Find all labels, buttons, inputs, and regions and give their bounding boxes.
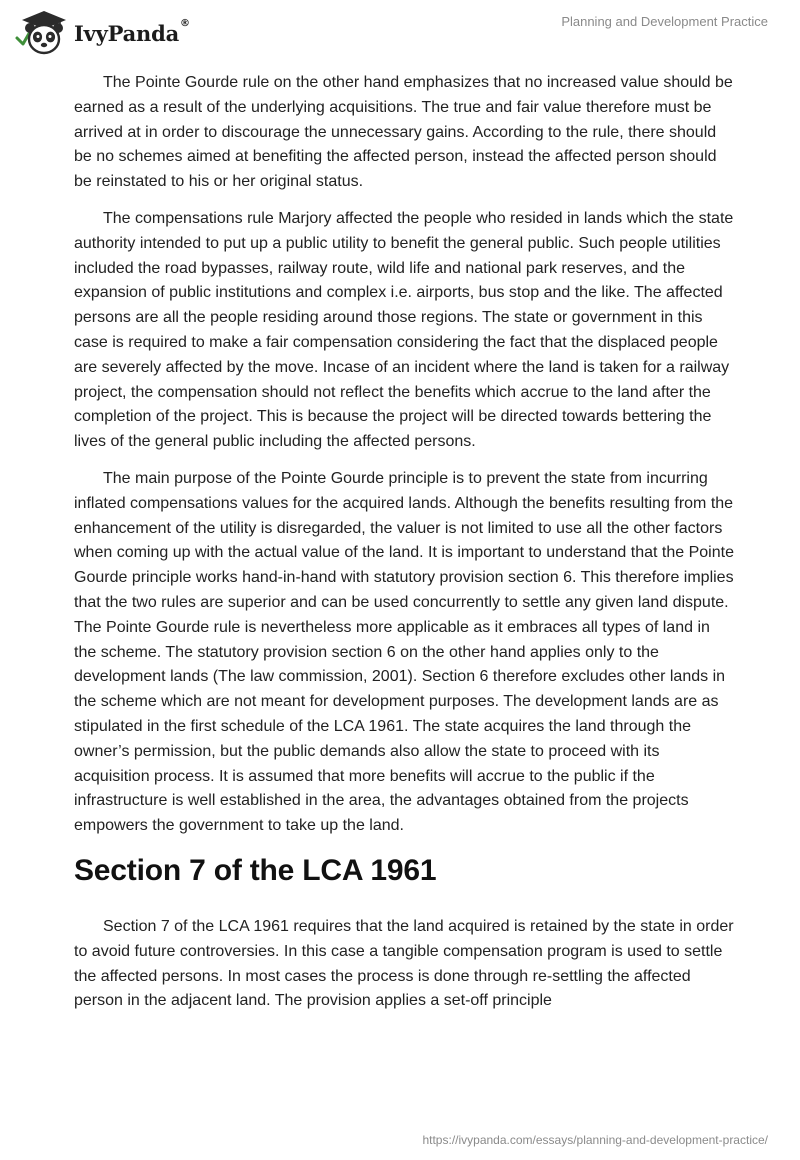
registered-mark: ® (180, 17, 190, 29)
paragraph: Section 7 of the LCA 1961 requires that the land acquired is retained by the state in order to avoid future controversies. In this case a tangible compensation program is used to settle the affected persons. In most cases the process is done through re-settling the affected person in the adjacent land. The provision applies a set-off principle (74, 917, 734, 1010)
paragraph: The compensations rule Marjory affected the people who resided in lands which the state authority intended to put up a public utility to benefit the general public. Such people utilities included the road bypasses, railway route, wild life and national park reserves, and the expansion of public institutions and complex i.e. airports, bus stop and the like. The affected persons are all the people residing around those regions. The state or government in this case is required to make a fair compensation considering the fact that the displaced people are severely affected by the move. Incase of an incident where the land is taken for a railway project, the compensation should not reflect the benefits which accrue to the land after the completion of the project. This is because the project will be directed towards bettering the lives of the general public including the affected persons. (74, 209, 734, 451)
source-url[interactable]: https://ivypanda.com/essays/planning-and-development-practice/ (422, 1133, 768, 1147)
section-heading: Section 7 of the LCA 1961 (74, 853, 437, 887)
panda-graduate-icon (14, 8, 70, 56)
ivypanda-logo[interactable] (14, 8, 190, 56)
paragraph: The main purpose of the Pointe Gourde principle is to prevent the state from incurring inflated compensations values for the acquired lands. Although the benefits resulting from the enhancement of the utility is disregarded, the valuer is not limited to use all the other factors when coming up with the actual value of the land. It is important to understand that the Pointe Gourde principle works hand-in-hand with statutory provision section 6. This therefore implies that the two rules are superior and can be used concurrently to settle any given land dispute. The Pointe Gourde rule is nevertheless more applicable as it embraces all types of land in the scheme. The statutory provision section 6 on the other hand applies only to the development lands (The law commission, 2001). Section 6 therefore excludes other lands in the scheme which are not meant for development purposes. The development lands are as stipulated in the first schedule of the LCA 1961. The state acquires the land through the owner’s permission, but the public demands also allow the state to proceed with its acquisition process. It is assumed that more benefits will accrue to the public if the infrastructure is well established in the area, the advantages obtained from the projects empowers the government to take up the land. (74, 469, 734, 835)
paragraph: The Pointe Gourde rule on the other hand emphasizes that no increased value should be earned as a result of the underlying acquisitions. The true and fair value therefore must be arrived at in order to discourage the unnecessary gains. According to the rule, there should be no schemes aimed at benefiting the affected person, instead the affected person should be reinstated to his or her original status. (74, 74, 733, 191)
page-header (0, 0, 800, 60)
essay-content (74, 71, 734, 1026)
brand-name: IvyPanda® (74, 17, 190, 46)
document-title: Planning and Development Practice (561, 14, 768, 29)
